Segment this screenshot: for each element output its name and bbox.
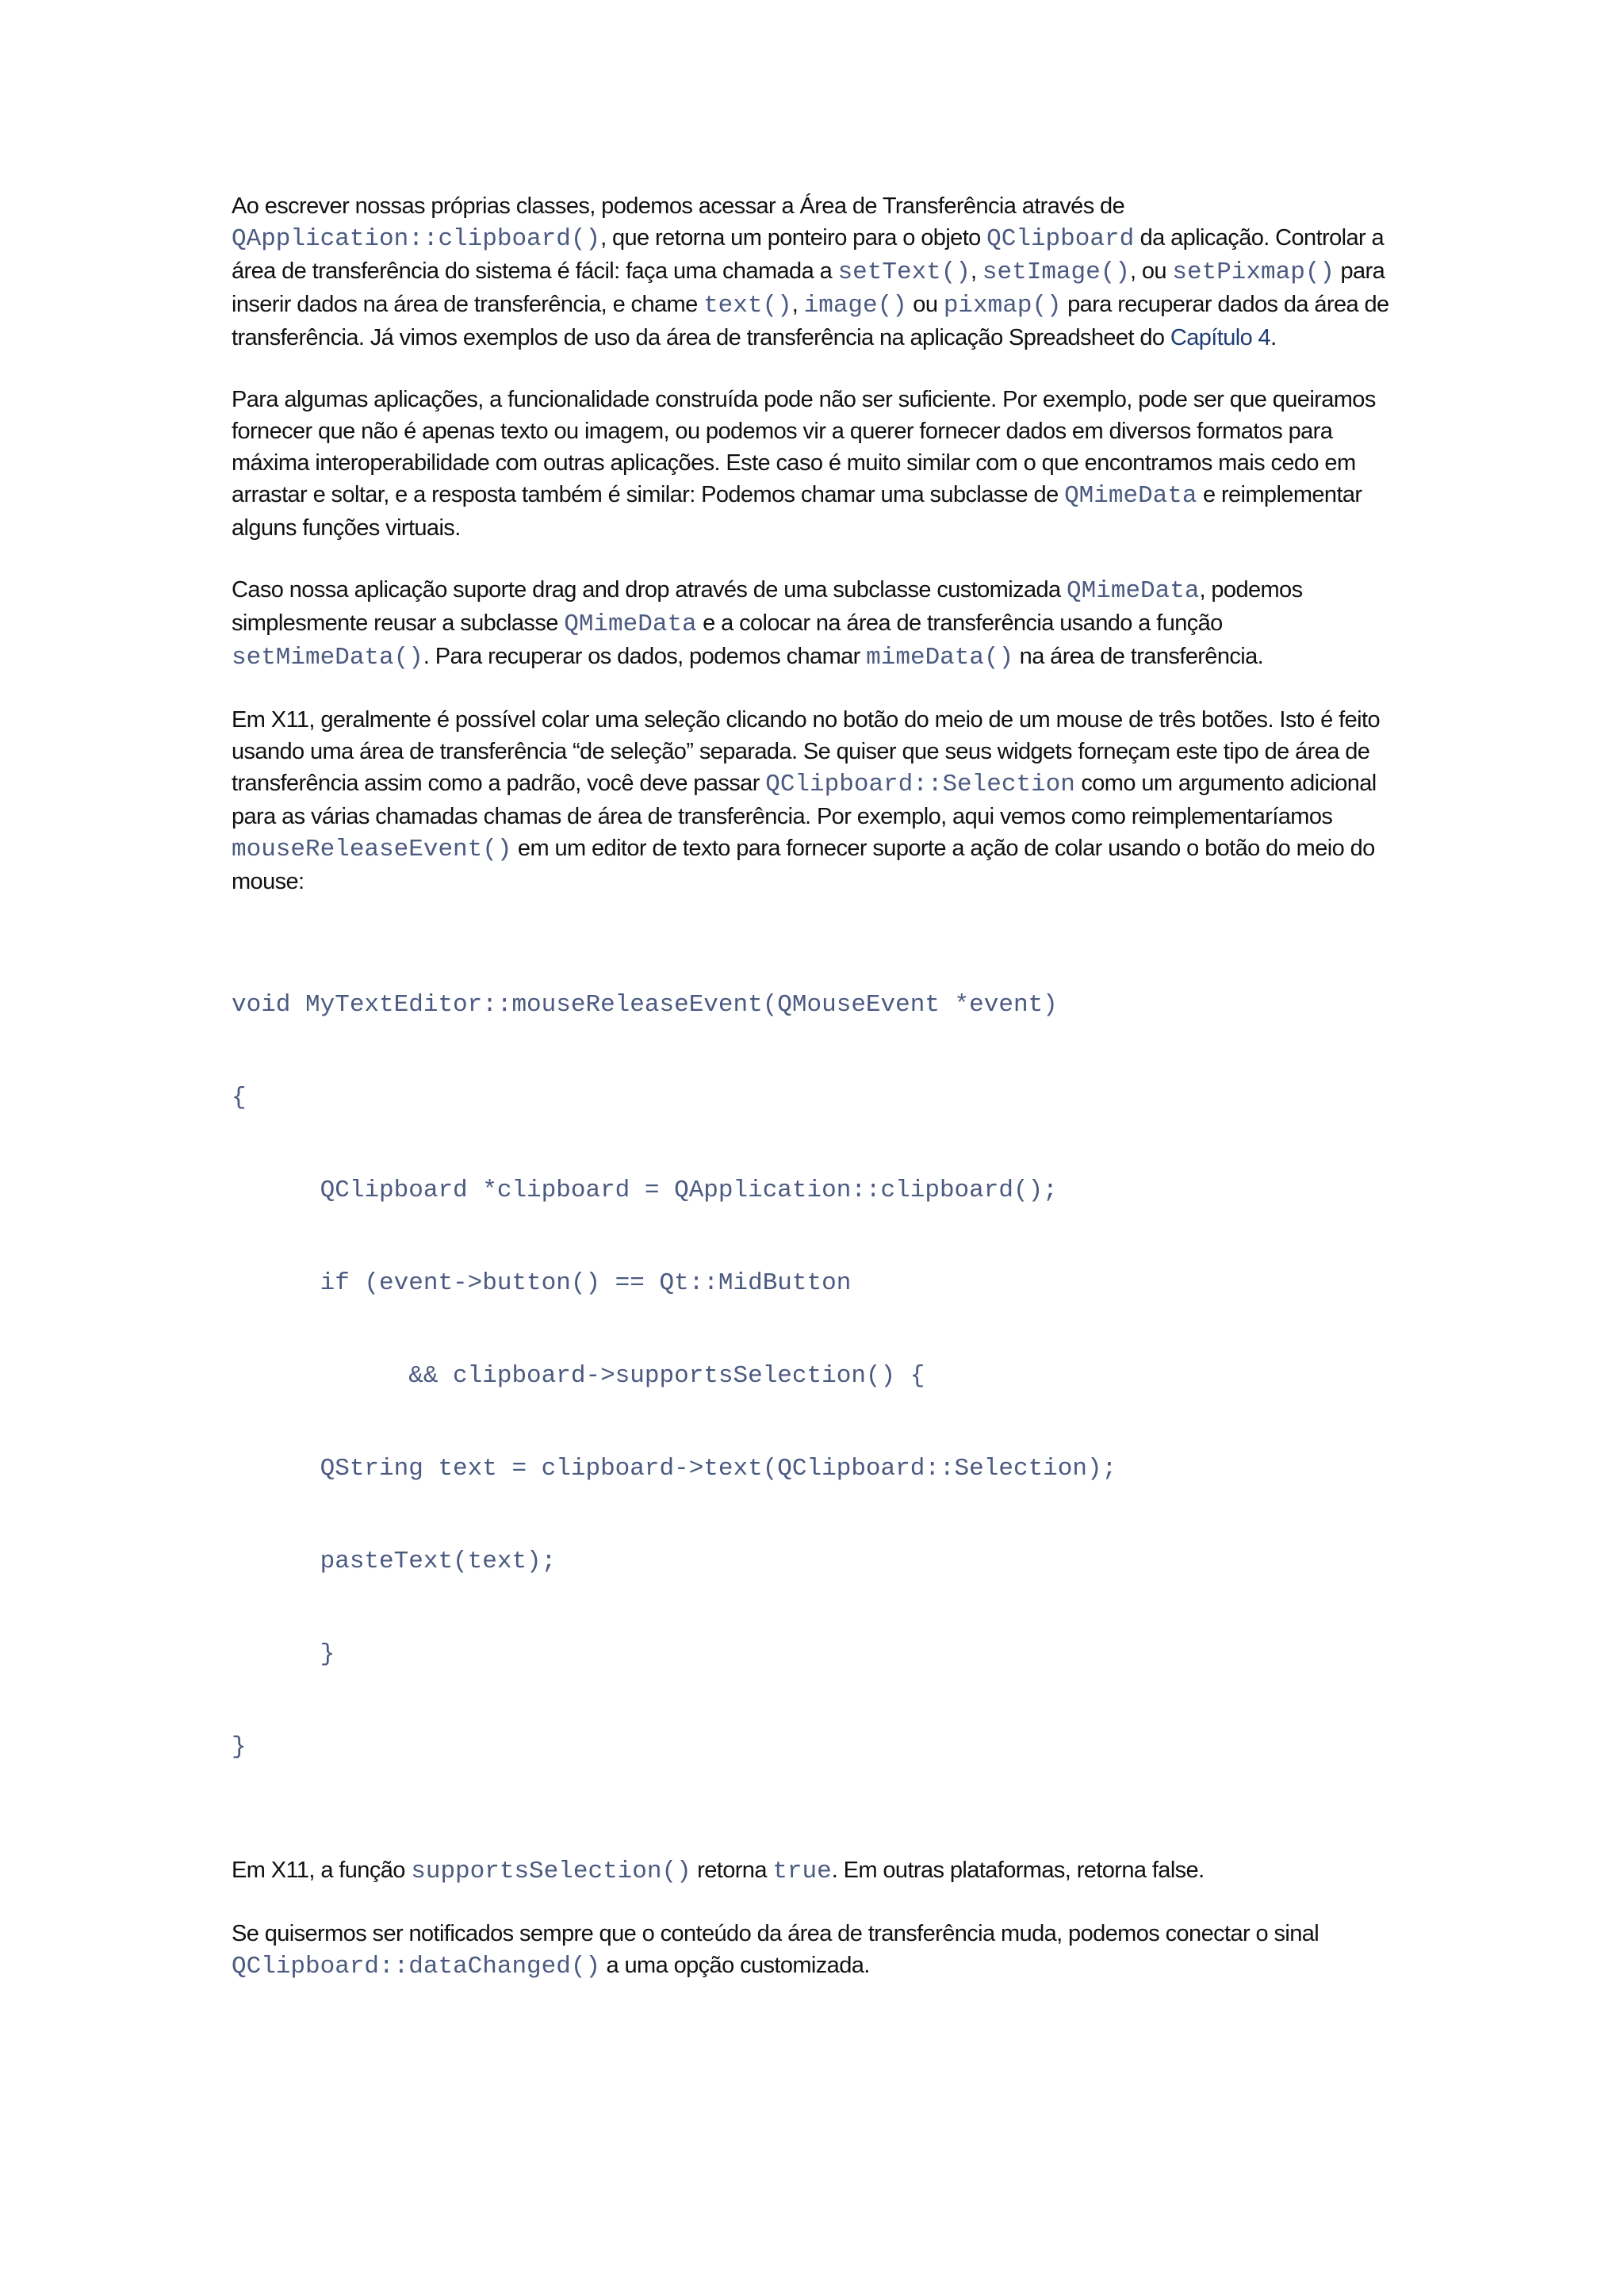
code-supportsselection: supportsSelection() xyxy=(411,1858,691,1885)
text-run: . Em outras plataformas, retorna false. xyxy=(831,1858,1205,1883)
code-line: QClipboard *clipboard = QApplication::clipboard(); xyxy=(232,1177,1058,1204)
paragraph-custom-formats xyxy=(232,384,1397,544)
text-run: na área de transferência. xyxy=(1013,644,1264,669)
code-line: { xyxy=(232,1084,247,1112)
paragraph-clipboard-access xyxy=(232,190,1397,354)
text-run: em um editor de texto para fornecer suporte a ação de colar usando o botão do meio do mouse: xyxy=(232,836,1375,894)
code-settext: setText() xyxy=(837,258,971,286)
code-setmimedata: setMimeData() xyxy=(232,644,423,672)
paragraph-drag-and-drop xyxy=(232,574,1397,674)
code-datachanged: QClipboard::dataChanged() xyxy=(232,1953,601,1980)
code-image: image() xyxy=(803,292,907,320)
text-run: , xyxy=(791,292,804,317)
paragraph-x11-selection xyxy=(232,704,1397,897)
code-line: && clipboard->supportsSelection() { xyxy=(232,1362,925,1390)
document-page xyxy=(232,190,1397,2013)
code-qmimedata: QMimeData xyxy=(1064,482,1197,510)
text-run: como um argumento adicional para as várias chamadas chamas de área de transferência. Por exemplo, aqui vemos como reimplementaríamos xyxy=(232,771,1377,829)
code-true: true xyxy=(772,1858,832,1885)
text-run: , xyxy=(971,258,982,284)
text-run: para inserir dados na área de transferência, e chame xyxy=(232,258,1385,317)
text-run: e a colocar na área de transferência usando a função xyxy=(696,610,1223,636)
text-run: para recuperar dados da área de transferência. Já vimos exemplos de uso da área de transferência na aplicação Spreadsheet do xyxy=(232,292,1389,350)
text-run: retorna xyxy=(691,1858,773,1883)
text-run: , que retorna um ponteiro para o objeto xyxy=(600,225,987,251)
code-qapplication-clipboard: QApplication::clipboard() xyxy=(232,225,601,253)
code-qclipboard-selection: QClipboard::Selection xyxy=(765,771,1075,798)
paragraph-supports-selection xyxy=(232,1854,1397,1888)
code-line: } xyxy=(232,1733,247,1761)
code-pixmap: pixmap() xyxy=(943,292,1062,320)
text-run: e reimplementar alguns funções virtuais. xyxy=(232,482,1362,541)
code-qmimedata: QMimeData xyxy=(564,610,697,638)
text-run: Se quisermos ser notificados sempre que o conteúdo da área de transferência muda, podemos conectar o sinal xyxy=(232,1921,1320,1946)
text-run: . Para recuperar os dados, podemos chamar xyxy=(423,644,867,669)
paragraph-data-changed xyxy=(232,1918,1397,1983)
code-line: void MyTextEditor::mouseReleaseEvent(QMouseEvent *event) xyxy=(232,991,1058,1019)
text-run: Em X11, geralmente é possível colar uma seleção clicando no botão do meio de um mouse de três botões. Isto é feito usando uma área de transferência “de seleção” separada. Se quiser que seus widgets forneçam este tipo de área de transferência assim como a padrão, você deve passar xyxy=(232,707,1380,796)
code-line: if (event->button() == Qt::MidButton xyxy=(232,1269,852,1297)
text-run: ou xyxy=(906,292,944,317)
text-run: Para algumas aplicações, a funcionalidade construída pode não ser suficiente. Por exemplo, pode ser que queiramos fornecer que não é apenas texto ou imagem, ou podemos vir a querer fornecer dados em diversos formatos para máxima interoperabilidade com outras aplicações. Este caso é muito similar com o que encontramos mais cedo em arrastar e soltar, e a resposta também é similar: Podemos chamar uma subclasse de xyxy=(232,387,1376,507)
code-qclipboard: QClipboard xyxy=(986,225,1135,253)
text-run: da aplicação. Controlar a área de transferência do sistema é fácil: faça uma chamada a xyxy=(232,225,1385,284)
code-text: text() xyxy=(703,292,792,320)
code-listing xyxy=(232,928,1397,1824)
chapter-4-link[interactable]: Capítulo 4 xyxy=(1170,325,1271,350)
code-mousereleaseevent: mouseReleaseEvent() xyxy=(232,836,512,863)
text-run: a uma opção customizada. xyxy=(600,1953,870,1978)
text-run: , podemos simplesmente reusar a subclasse xyxy=(232,577,1303,636)
text-run: Ao escrever nossas próprias classes, podemos acessar a Área de Transferência através de xyxy=(232,193,1125,219)
code-setimage: setImage() xyxy=(982,258,1130,286)
code-setpixmap: setPixmap() xyxy=(1172,258,1335,286)
text-run: , ou xyxy=(1129,258,1173,284)
text-run: Em X11, a função xyxy=(232,1858,412,1883)
code-line: QString text = clipboard->text(QClipboard::Selection); xyxy=(232,1455,1117,1483)
code-line: } xyxy=(232,1640,335,1668)
text-run: . xyxy=(1270,325,1277,350)
code-qmimedata: QMimeData xyxy=(1067,577,1200,605)
text-run: Caso nossa aplicação suporte drag and drop através de uma subclasse customizada xyxy=(232,577,1067,603)
code-line: pasteText(text); xyxy=(232,1548,557,1575)
code-mimedata: mimeData() xyxy=(866,644,1014,672)
